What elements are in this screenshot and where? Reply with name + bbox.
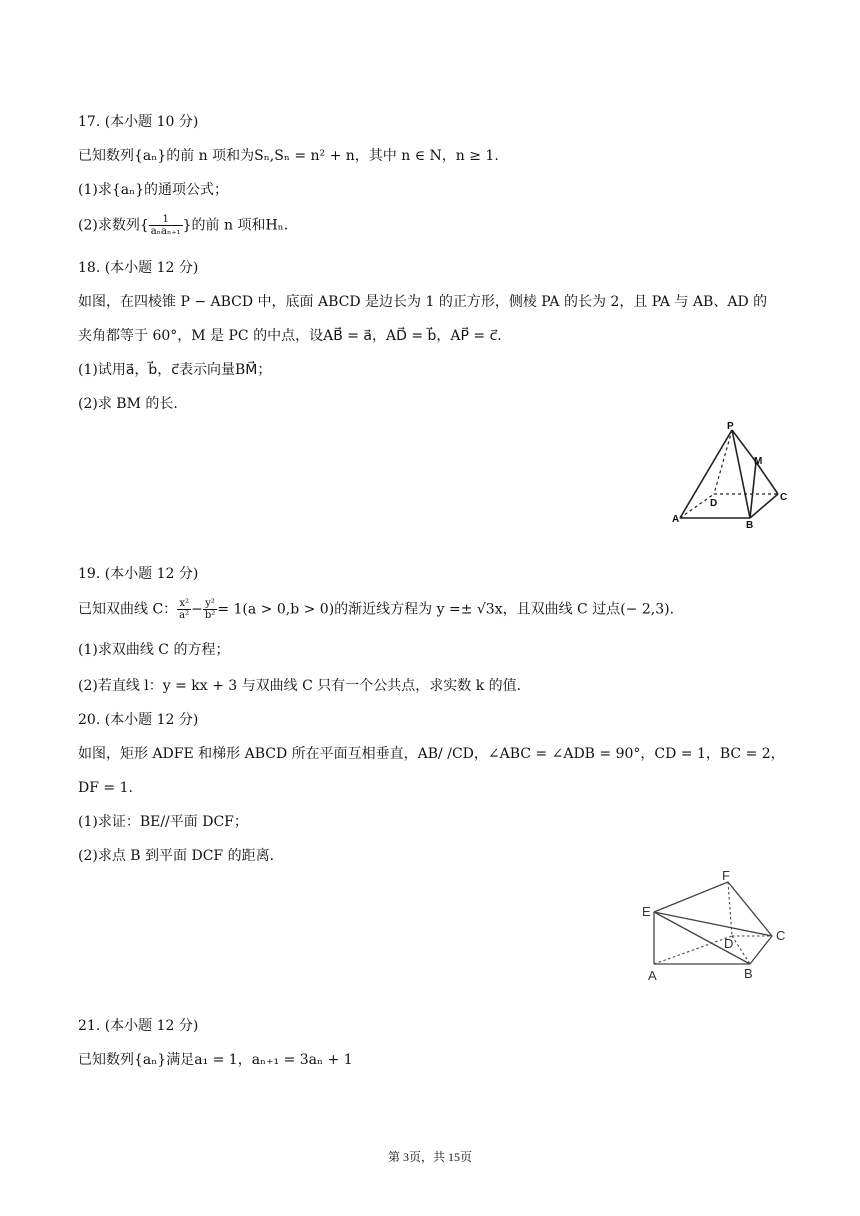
q21-stem: 已知数列{aₙ}满足a₁ = 1，aₙ₊₁ = 3aₙ + 1 (78, 1052, 353, 1068)
q18-heading: 18. (本小题 12 分) (78, 260, 199, 276)
label-A: A (672, 514, 680, 525)
q19-fraction-y-num: y² (203, 598, 217, 610)
label-C: C (780, 492, 788, 503)
q19-stem-post: = 1(a > 0,b > 0)的渐近线方程为 y =± √3x，且双曲线 C 过点(− 2,3). (217, 601, 675, 618)
label-D: D (710, 498, 718, 509)
q19-stem (78, 598, 674, 621)
q19-minus: − (191, 601, 203, 618)
q17-part2-pre: (2)求数列{ (78, 217, 149, 234)
label-C2: C (776, 928, 786, 943)
q17-part2 (78, 214, 288, 237)
q19-fraction-x (177, 598, 191, 621)
label-F2: F (722, 868, 730, 883)
q18-stem-line2: 夹角都等于 60°，M 是 PC 的中点，设AB⃗ = a⃗，AD⃗ = b⃗，AP⃗ = c⃗. (78, 328, 502, 344)
label-P: P (727, 421, 734, 432)
label-M: M (754, 456, 763, 467)
q17-stem: 已知数列{aₙ}的前 n 项和为Sₙ,Sₙ = n² + n，其中 n ∈ N，n ≥ 1. (78, 148, 499, 164)
page-footer: 第 3页，共 15页 (387, 1150, 472, 1164)
label-E2: E (642, 904, 651, 919)
q17-part2-post: }的前 n 项和Hₙ. (182, 217, 289, 234)
q20-stem-line1: 如图，矩形 ADFE 和梯形 ABCD 所在平面互相垂直，AB/ /CD，∠ABC = ∠ADB = 90°，CD = 1，BC = 2， (78, 746, 785, 762)
q17-heading: 17. (本小题 10 分) (78, 114, 199, 130)
q20-stem-line2: DF = 1. (78, 780, 133, 796)
label-A2: A (648, 968, 657, 983)
q20-part2: (2)求点 B 到平面 DCF 的距离. (78, 848, 275, 864)
pyramid-figure (668, 418, 798, 534)
q19-stem-pre: 已知双曲线 C： (78, 601, 178, 618)
q17-fraction-denominator: aₙaₙ₊₁ (150, 226, 181, 237)
q21-heading: 21. (本小题 12 分) (78, 1018, 199, 1034)
q17-fraction-numerator: 1 (149, 214, 183, 226)
label-B2: B (744, 966, 753, 981)
q19-fraction-y (203, 598, 217, 621)
q19-heading: 19. (本小题 12 分) (78, 566, 199, 582)
q18-part2: (2)求 BM 的长. (78, 396, 178, 412)
q19-fraction-y-den: b² (204, 610, 216, 621)
q19-fraction-x-num: x² (177, 598, 191, 610)
label-B: B (746, 520, 754, 531)
q17-part1: (1)求{aₙ}的通项公式； (78, 182, 229, 198)
q19-part1: (1)求双曲线 C 的方程； (78, 642, 230, 658)
q20-heading: 20. (本小题 12 分) (78, 712, 199, 728)
prism-figure (636, 866, 804, 984)
label-D2: D (724, 936, 734, 951)
q19-fraction-x-den: a² (179, 610, 190, 621)
q17-fraction (149, 214, 183, 237)
q20-part1: (1)求证：BE//平面 DCF； (78, 814, 248, 830)
q18-part1: (1)试用a⃗，b⃗，c⃗表示向量BM⃗； (78, 362, 272, 378)
q18-stem-line1: 如图，在四棱锥 P − ABCD 中，底面 ABCD 是边长为 1 的正方形，侧棱 PA 的长为 2，且 PA 与 AB、AD 的 (78, 294, 768, 310)
q19-part2: (2)若直线 l：y = kx + 3 与双曲线 C 只有一个公共点，求实数 k 的值. (78, 678, 522, 694)
